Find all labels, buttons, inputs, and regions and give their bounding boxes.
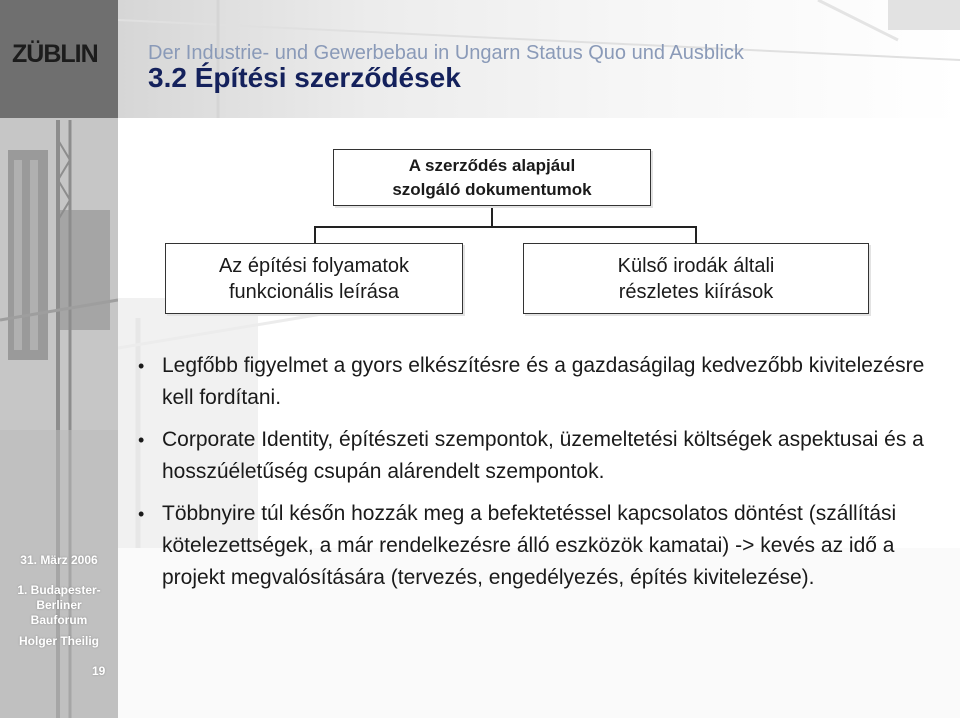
functional-description-line-1: Az építési folyamatok: [218, 255, 410, 277]
event-name-line-1: 1. Budapester-: [17, 583, 101, 597]
bullet-icon: •: [138, 430, 145, 450]
page-number: 19: [92, 664, 106, 678]
bullet-item: [138, 424, 928, 488]
bullet-item: [138, 350, 928, 414]
sidebar-photo: [0, 0, 118, 718]
bullet-icon: •: [138, 504, 145, 524]
detailed-specifications-line-1: Külső irodák általi: [617, 255, 775, 277]
bullet-item: [138, 498, 928, 594]
slide-title: 3.2 Építési szerződések: [148, 62, 461, 93]
event-name-line-3: Bauforum: [30, 613, 88, 627]
zublin-logo: ZÜBLIN: [12, 40, 98, 68]
functional-description-box: [165, 243, 463, 314]
connector-horizontal: [314, 226, 696, 228]
contract-documents-box: [333, 149, 651, 206]
presentation-date: 31. März 2006: [20, 553, 98, 567]
bullet-icon: •: [138, 356, 145, 376]
detailed-specifications-line-2: részletes kiírások: [618, 281, 774, 303]
event-name-line-2: Berliner: [36, 598, 82, 612]
connector-left-drop: [314, 226, 316, 243]
contract-documents-line-2: szolgáló dokumentumok: [392, 180, 592, 199]
presentation-title: Der Industrie- und Gewerbebau in Ungarn Status Quo und Ausblick: [148, 42, 744, 64]
connector-right-drop: [695, 226, 697, 243]
functional-description-line-2: funkcionális leírása: [228, 281, 400, 303]
event-name: [0, 583, 118, 628]
presenter-name: Holger Theilig: [18, 634, 99, 648]
bullet-text: Legfőbb figyelmet a gyors elkészítésre és a gazdaságilag kedvezőbb kivitelezésre kell fordítani.: [162, 354, 925, 409]
connector-vertical-top: [491, 206, 493, 227]
contract-documents-line-1: A szerződés alapjául: [408, 156, 576, 175]
detailed-specifications-box: [523, 243, 869, 314]
bullet-text: Corporate Identity, építészeti szempontok, üzemeltetési költségek aspektusai és a hosszúéletűség csupán alárendelt szempontok.: [162, 428, 924, 483]
bullet-list: [138, 350, 928, 604]
bullet-text: Többnyire túl későn hozzák meg a befektetéssel kapcsolatos döntést (szállítási kötelezettségek, a már rendelkezésre álló eszközök kamatai) -> kevés az idő a projekt megvalósítására (tervezés, engedélyezés, építés kivitelezése).: [162, 502, 897, 589]
